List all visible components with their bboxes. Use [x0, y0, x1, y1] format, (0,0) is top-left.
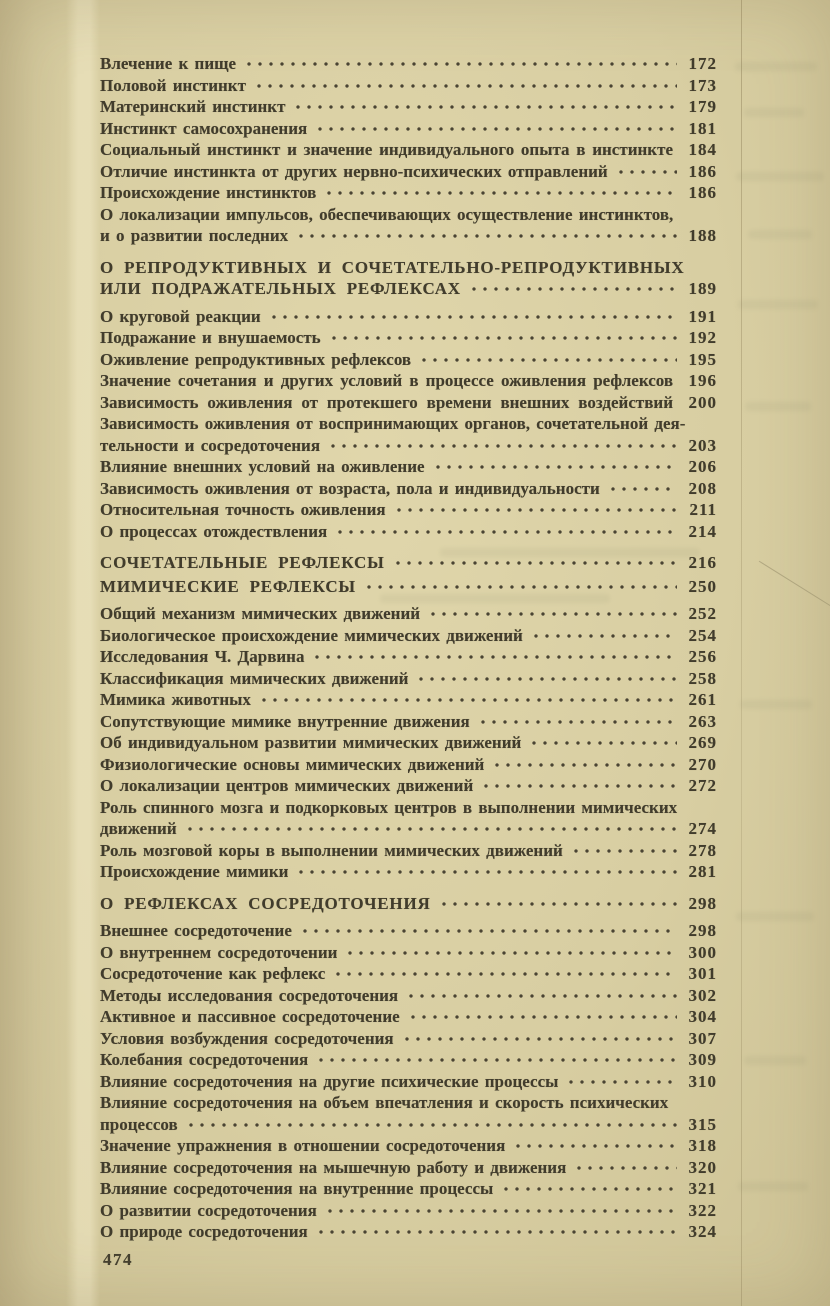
toc-entry — [100, 327, 717, 349]
toc-entry — [100, 204, 717, 247]
page-number: 254 — [688, 625, 717, 645]
page-number: 298 — [688, 921, 717, 940]
page-number: 307 — [688, 1028, 717, 1048]
entry-text: Классификация мимических движений — [100, 668, 409, 688]
heading-text: О РЕФЛЕКСАХ СОСРЕДОТОЧЕНИЯ — [100, 893, 431, 913]
toc-entry — [100, 985, 717, 1007]
folio-page-number: 474 — [103, 1250, 133, 1269]
entry-text: процессов — [100, 1114, 178, 1134]
entry-text: Об индивидуальном развитии мимических движений — [100, 733, 522, 752]
toc-entry — [100, 1049, 717, 1071]
entry-text: О процессах отождествления — [100, 521, 328, 541]
entry-text: Влияние сосредоточения на другие психические процессы — [100, 1071, 559, 1091]
toc-entry — [100, 625, 717, 647]
toc-entry — [100, 1157, 717, 1179]
page-number: 173 — [688, 75, 717, 95]
entry-text: Относительная точность оживления — [100, 500, 386, 519]
entry-text: Зависимость оживления от возраста, пола и индивидуальности — [100, 478, 600, 498]
heading-text: ИЛИ ПОДРАЖАТЕЛЬНЫХ РЕФЛЕКСАХ — [100, 279, 461, 298]
entry-text: движений — [100, 819, 177, 838]
entry-text: Общий механизм мимических движений — [100, 604, 421, 623]
entry-text: Влияние сосредоточения на мышечную работу и движения — [100, 1157, 567, 1177]
page-number: 322 — [688, 1200, 717, 1220]
page-number: 214 — [688, 521, 717, 541]
toc-entry — [100, 646, 717, 668]
bleedthrough-smudge — [748, 230, 812, 239]
toc-entry — [100, 754, 717, 776]
page-number: 186 — [688, 161, 717, 181]
entry-text: Оживление репродуктивных рефлексов — [100, 349, 412, 369]
entry-text: Исследования Ч. Дарвина — [100, 647, 305, 666]
entry-text: Половой инстинкт — [100, 75, 246, 95]
page-number: 301 — [688, 964, 717, 983]
page-number: 321 — [688, 1179, 717, 1198]
toc-entry — [100, 413, 717, 456]
entry-text: Влияние сосредоточения на объем впечатления и скорость психических — [100, 1093, 669, 1112]
bleedthrough-smudge — [740, 700, 812, 709]
page-number: 302 — [688, 985, 717, 1005]
page-number: 274 — [688, 819, 717, 838]
toc-heading — [100, 893, 717, 915]
toc-entry — [100, 603, 717, 625]
page-number: 309 — [688, 1050, 717, 1069]
page-number: 261 — [688, 690, 717, 709]
toc-entry — [100, 1200, 717, 1222]
page-number: 206 — [688, 457, 717, 476]
toc-entry — [100, 732, 717, 754]
page-number: 196 — [688, 371, 717, 390]
toc-entry — [100, 456, 717, 478]
entry-text: и о развитии последних — [100, 226, 289, 245]
page-crease-line — [741, 0, 742, 1306]
entry-text: Материнский инстинкт — [100, 97, 286, 116]
entry-text: Условия возбуждения сосредоточения — [100, 1028, 394, 1048]
entry-text: Мимика животных — [100, 690, 251, 709]
heading-text: О РЕПРОДУКТИВНЫХ И СОЧЕТАТЕЛЬНО-РЕПРОДУКТИВНЫХ — [100, 257, 685, 277]
entry-text: О природе сосредоточения — [100, 1222, 308, 1241]
entry-text: Активное и пассивное сосредоточение — [100, 1007, 400, 1026]
entry-text: Биологическое происхождение мимических движений — [100, 625, 523, 645]
entry-text: Физиологические основы мимических движений — [100, 754, 485, 774]
page-number: 192 — [688, 328, 717, 347]
page-number: 189 — [688, 279, 717, 298]
page-number: 172 — [688, 54, 717, 73]
toc-entry — [100, 521, 717, 543]
toc-entry — [100, 689, 717, 711]
entry-text: Роль спинного мозга и подкорковых центров в выполнении мимических — [100, 797, 678, 817]
toc-entry — [100, 392, 717, 414]
page-number: 258 — [688, 668, 717, 688]
page-number: 195 — [688, 349, 717, 369]
page-number: 186 — [688, 183, 717, 202]
heading-text: СОЧЕТАТЕЛЬНЫЕ РЕФЛЕКСЫ — [100, 553, 385, 572]
toc-entry — [100, 349, 717, 371]
toc-entry — [100, 711, 717, 733]
toc-entry — [100, 161, 717, 183]
toc-entry — [100, 118, 717, 140]
entry-text: Сопутствующие мимике внутренние движения — [100, 711, 470, 731]
page-number: 191 — [688, 306, 717, 326]
page-number: 179 — [688, 97, 717, 116]
page-number: 324 — [688, 1222, 717, 1241]
toc-heading — [100, 576, 717, 598]
page-number: 200 — [688, 392, 717, 412]
page-number: 184 — [688, 140, 717, 159]
bleedthrough-smudge — [738, 300, 818, 309]
page-number: 188 — [688, 226, 717, 245]
entry-text: Значение упражнения в отношении сосредоточения — [100, 1136, 506, 1155]
toc-heading — [100, 257, 717, 300]
toc-entry — [100, 861, 717, 883]
entry-text: Подражание и внушаемость — [100, 328, 321, 347]
toc-entry — [100, 920, 717, 942]
toc-entry — [100, 53, 717, 75]
page-number: 278 — [688, 840, 717, 860]
entry-text: Методы исследования сосредоточения — [100, 985, 399, 1005]
entry-text: Влияние сосредоточения на внутренние процессы — [100, 1179, 494, 1198]
page-number: 263 — [688, 711, 717, 731]
paper-scratch — [759, 561, 830, 611]
entry-text: Социальный инстинкт и значение индивидуального опыта в инстинкте — [100, 140, 673, 159]
page-number: 310 — [688, 1071, 717, 1091]
toc-entry — [100, 1178, 717, 1200]
toc-entry — [100, 1028, 717, 1050]
entry-text: О локализации центров мимических движений — [100, 776, 474, 795]
page-number: 270 — [688, 754, 717, 774]
entry-text: Сосредоточение как рефлекс — [100, 964, 326, 983]
entry-text: О локализации импульсов, обеспечивающих осуществление инстинктов, — [100, 204, 674, 224]
toc-entry — [100, 306, 717, 328]
entry-text: Значение сочетания и других условий в процессе оживления рефлексов — [100, 371, 673, 390]
toc-entry — [100, 182, 717, 204]
toc — [100, 53, 717, 1243]
entry-text: Отличие инстинкта от других нервно-психических отправлений — [100, 161, 608, 181]
toc-entry — [100, 942, 717, 964]
entry-text: тельности и сосредоточения — [100, 435, 321, 455]
toc-entry — [100, 1071, 717, 1093]
page-number: 318 — [688, 1136, 717, 1155]
toc-entry — [100, 963, 717, 985]
toc-entry — [100, 499, 717, 521]
bleedthrough-smudge — [736, 172, 824, 181]
toc-entry — [100, 840, 717, 862]
page-number: 250 — [688, 576, 717, 596]
toc-entry — [100, 370, 717, 392]
toc-entry — [100, 478, 717, 500]
entry-text: О внутреннем сосредоточении — [100, 942, 338, 962]
entry-text: Инстинкт самосохранения — [100, 118, 308, 138]
page-number: 216 — [688, 553, 717, 572]
bleedthrough-smudge — [735, 62, 817, 71]
bleedthrough-smudge — [744, 1056, 806, 1065]
entry-text: Зависимость оживления от воспринимающих органов, сочетательной дея- — [100, 414, 686, 433]
page-number: 320 — [688, 1157, 717, 1177]
bleedthrough-smudge — [736, 912, 814, 921]
toc-entry — [100, 1006, 717, 1028]
bleedthrough-smudge — [738, 1182, 808, 1191]
bleedthrough-smudge — [745, 402, 811, 411]
page-number: 304 — [688, 1007, 717, 1026]
page-number: 272 — [688, 776, 717, 795]
page-number: 256 — [688, 647, 717, 666]
toc-entry — [100, 775, 717, 797]
toc-entry — [100, 75, 717, 97]
page-number: 269 — [688, 733, 717, 752]
bleedthrough-smudge — [744, 108, 804, 117]
page-number: 252 — [688, 604, 717, 623]
entry-text: Внешнее сосредоточение — [100, 921, 292, 940]
entry-text: Роль мозговой коры в выполнении мимических движений — [100, 840, 563, 860]
entry-text: Влияние внешних условий на оживление — [100, 457, 425, 476]
page-number: 181 — [688, 118, 717, 138]
entry-text: О развитии сосредоточения — [100, 1200, 317, 1220]
page-number: 298 — [688, 893, 717, 913]
toc-entry — [100, 139, 717, 161]
toc-heading — [100, 552, 717, 574]
toc-entry — [100, 1092, 717, 1135]
page-number: 281 — [688, 862, 717, 881]
page-number: 203 — [688, 435, 717, 455]
page-number: 208 — [688, 478, 717, 498]
heading-text: МИМИЧЕСКИЕ РЕФЛЕКСЫ — [100, 576, 356, 596]
page-number: 211 — [689, 500, 717, 519]
entry-text: Влечение к пище — [100, 54, 237, 73]
toc-entry — [100, 668, 717, 690]
entry-text: Зависимость оживления от протекшего времени внешних воздействий — [100, 392, 673, 412]
page-number: 315 — [688, 1114, 717, 1134]
entry-text: Происхождение инстинктов — [100, 183, 317, 202]
entry-text: Колебания сосредоточения — [100, 1050, 309, 1069]
toc-entry — [100, 96, 717, 118]
toc-entry — [100, 797, 717, 840]
entry-text: Происхождение мимики — [100, 862, 289, 881]
entry-text: О круговой реакции — [100, 306, 261, 326]
toc-entry — [100, 1135, 717, 1157]
page-number: 300 — [688, 942, 717, 962]
toc-entry — [100, 1221, 717, 1243]
